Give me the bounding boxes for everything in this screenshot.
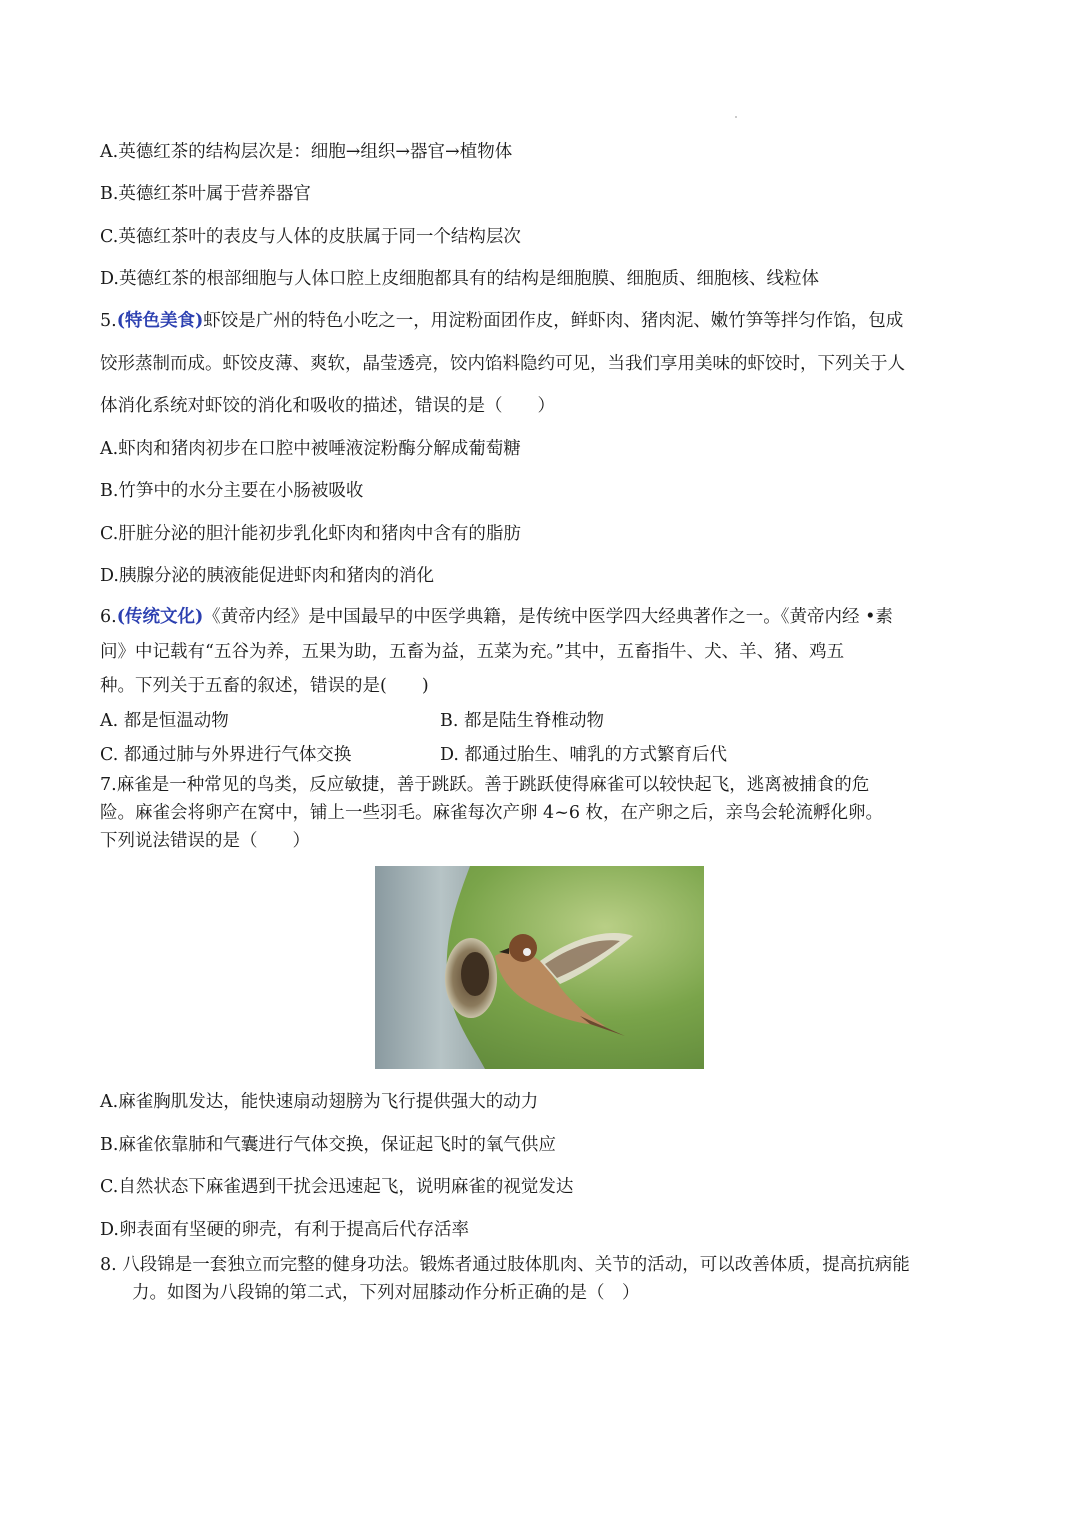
q6-option-c: C. 都通过肺与外界进行气体交换 — [100, 745, 352, 765]
q7-stem-line-3: 下列说法错误的是（ ） — [100, 831, 310, 851]
q5-stem-line-3: 体消化系统对虾饺的消化和吸收的描述，错误的是（ ） — [100, 396, 555, 416]
q7-stem-line-2: 险。麻雀会将卵产在窝中，铺上一些羽毛。麻雀每次产卵 4~6 枚，在产卵之后，亲鸟会轮流孵化卵。 — [100, 803, 884, 823]
q7-option-d: D.卵表面有坚硬的卵壳，有利于提高后代存活率 — [100, 1220, 469, 1240]
q7-stem-line-1: 7.麻雀是一种常见的鸟类，反应敏捷，善于跳跃。善于跳跃使得麻雀可以较快起飞，逃离被捕食的危 — [100, 775, 870, 795]
q5-option-a: A.虾肉和猪肉初步在口腔中被唾液淀粉酶分解成葡萄糖 — [100, 439, 521, 459]
q6-stem-line-2: 问》中记载有“五谷为养，五果为助，五畜为益，五菜为充。”其中，五畜指牛、犬、羊、猪、鸡五 — [100, 642, 845, 662]
q5-option-b: B.竹笋中的水分主要在小肠被吸收 — [100, 481, 364, 501]
q7-option-a: A.麻雀胸肌发达，能快速扇动翅膀为飞行提供强大的动力 — [100, 1092, 539, 1112]
q5-number: 5. — [100, 311, 117, 331]
q5-stem-line-2: 饺形蒸制而成。虾饺皮薄、爽软，晶莹透亮，饺内馅料隐约可见，当我们享用美味的虾饺时，下列关于人 — [100, 354, 905, 374]
sparrow-head — [509, 934, 537, 962]
q6-tag: (传统文化) — [116, 607, 204, 627]
q6-line-1-text: 《黄帝内经》是中国最早的中医学典籍，是传统中医学四大经典著作之一。《黄帝内经 •素 — [203, 607, 893, 627]
q8-stem-line-1: 8. 八段锦是一套独立而完整的健身功法。锻炼者通过肢体肌肉、关节的活动，可以改善体质，提高抗病能 — [100, 1255, 910, 1275]
q5-option-c: C.肝脏分泌的胆汁能初步乳化虾肉和猪肉中含有的脂肪 — [100, 524, 521, 544]
q5-stem-line-1 — [100, 309, 903, 333]
q7-option-c: C.自然状态下麻雀遇到干扰会迅速起飞，说明麻雀的视觉发达 — [100, 1177, 574, 1197]
q6-option-a: A. 都是恒温动物 — [100, 711, 229, 731]
q5-line-1-text: 虾饺是广州的特色小吃之一，用淀粉面团作皮，鲜虾肉、猪肉泥、嫩竹笋等拌匀作馅，包成 — [203, 311, 904, 331]
q6-stem-line-3: 种。下列关于五畜的叙述，错误的是( ) — [100, 676, 429, 696]
q4-option-a: A.英德红茶的结构层次是：细胞→组织→器官→植物体 — [100, 142, 513, 162]
q5-option-d: D.胰腺分泌的胰液能促进虾肉和猪肉的消化 — [100, 566, 434, 586]
q7-option-b: B.麻雀依靠肺和气囊进行气体交换，保证起飞时的氧气供应 — [100, 1135, 556, 1155]
q6-option-b: B. 都是陆生脊椎动物 — [440, 711, 604, 731]
q4-option-b: B.英德红茶叶属于营养器官 — [100, 184, 311, 204]
q6-stem-line-1 — [100, 605, 893, 629]
q4-option-c: C.英德红茶叶的表皮与人体的皮肤属于同一个结构层次 — [100, 227, 521, 247]
q6-number: 6. — [100, 607, 117, 627]
q6-option-d: D. 都通过胎生、哺乳的方式繁育后代 — [440, 745, 728, 765]
q4-option-d: D.英德红茶的根部细胞与人体口腔上皮细胞都具有的结构是细胞膜、细胞质、细胞核、线粒体 — [100, 269, 819, 289]
sparrow-illustration — [375, 866, 704, 1069]
scan-dot — [735, 116, 737, 118]
sparrow-photo — [375, 866, 704, 1069]
q8-stem-line-2: 力。如图为八段锦的第二式，下列对屈膝动作分析正确的是（ ） — [132, 1283, 640, 1303]
q5-tag: (特色美食) — [116, 311, 204, 331]
